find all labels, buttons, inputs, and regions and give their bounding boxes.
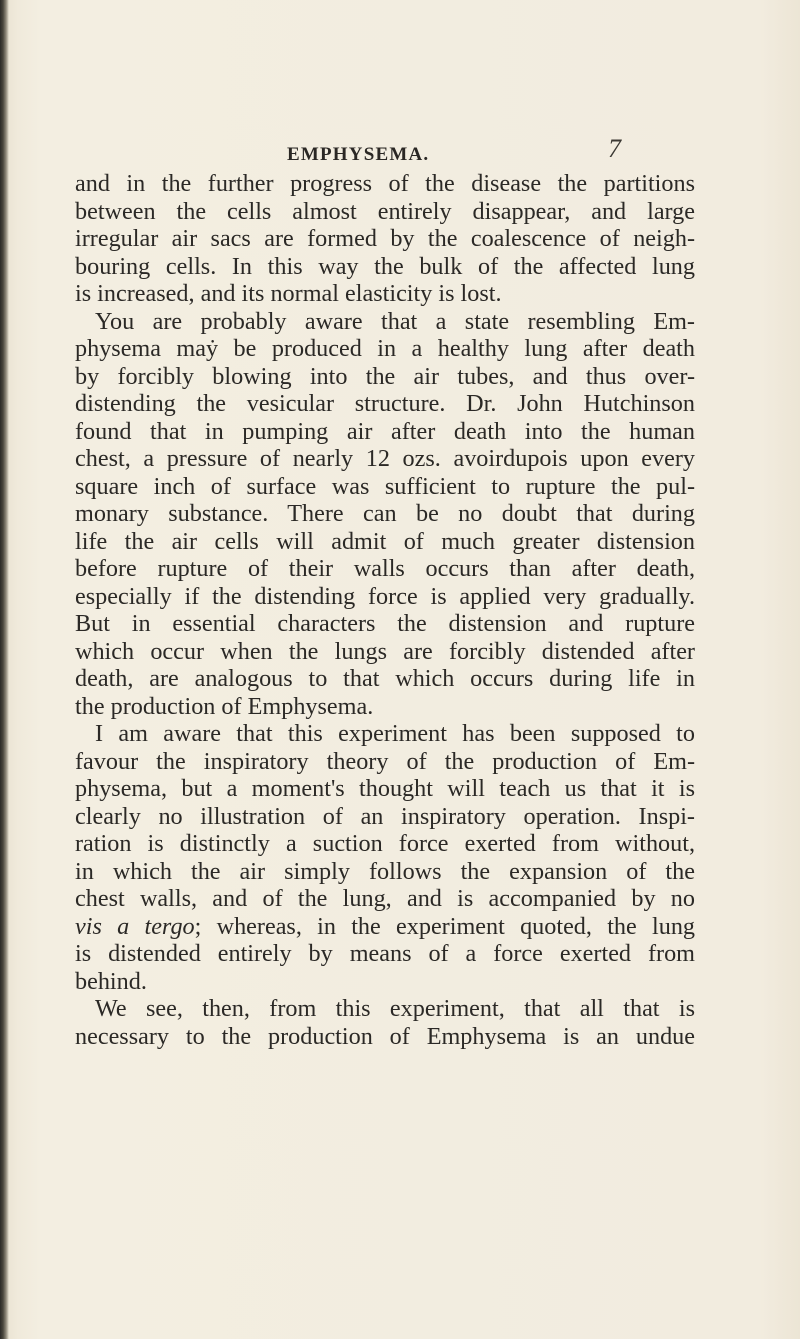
text-line: You are probably aware that a state resembling Em-	[95, 307, 695, 335]
text-line: by forcibly blowing into the air tubes, and thus over-	[75, 362, 695, 390]
text-line: We see, then, from this experiment, that all that is	[95, 995, 695, 1022]
text-line: and in the further progress of the disease the partitions	[75, 170, 695, 197]
text-line: irregular air sacs are formed by the coalescence of neigh-	[75, 225, 695, 252]
text-line: square inch of surface was sufficient to rupture the pul-	[75, 472, 695, 500]
text-line: chest, a pressure of nearly 12 ozs. avoirdupois upon every	[75, 445, 695, 472]
body-text	[75, 170, 765, 1050]
page-number: 7	[608, 134, 621, 163]
text-line	[75, 913, 695, 941]
text-line: I am aware that this experiment has been supposed to	[95, 720, 695, 747]
text-line: death, are analogous to that which occurs during life in	[75, 665, 695, 692]
text-line: between the cells almost entirely disappear, and large	[75, 197, 695, 225]
running-head: EMPHYSEMA.	[287, 144, 430, 165]
binding-edge	[0, 0, 9, 1339]
text-line: found that in pumping air after death into the human	[75, 417, 695, 445]
text-fragment: ; whereas, in the experiment quoted, the lung	[194, 912, 696, 940]
text-line: behind.	[75, 967, 147, 995]
text-line: is distended entirely by means of a force exerted from	[75, 940, 695, 967]
text-line: is increased, and its normal elasticity is lost.	[75, 280, 502, 307]
text-line: clearly no illustration of an inspiratory operation. Inspi-	[75, 802, 695, 830]
text-line: distending the vesicular structure. Dr. John Hutchinson	[75, 390, 695, 417]
text-line: before rupture of their walls occurs than after death,	[75, 555, 695, 582]
text-line: bouring cells. In this way the bulk of the affected lung	[75, 252, 695, 280]
text-line: especially if the distending force is applied very gradually.	[75, 582, 695, 610]
text-line: chest walls, and of the lung, and is accompanied by no	[75, 885, 695, 912]
text-line: which occur when the lungs are forcibly distended after	[75, 637, 695, 665]
text-line: physema, but a moment's thought will teach us that it is	[75, 775, 695, 802]
text-line: ration is distinctly a suction force exerted from without,	[75, 830, 695, 857]
text-line: But in essential characters the distension and rupture	[75, 610, 695, 637]
text-line: favour the inspiratory theory of the production of Em-	[75, 747, 695, 775]
text-line: physema maẏ be produced in a healthy lung after death	[75, 335, 695, 362]
text-line: life the air cells will admit of much greater distension	[75, 527, 695, 555]
text-line: in which the air simply follows the expansion of the	[75, 857, 695, 885]
text-line: necessary to the production of Emphysema is an undue	[75, 1022, 695, 1050]
latin-phrase: vis a tergo	[75, 912, 195, 940]
text-line: monary substance. There can be no doubt that during	[75, 500, 695, 527]
text-line: the production of Emphysema.	[75, 692, 374, 720]
